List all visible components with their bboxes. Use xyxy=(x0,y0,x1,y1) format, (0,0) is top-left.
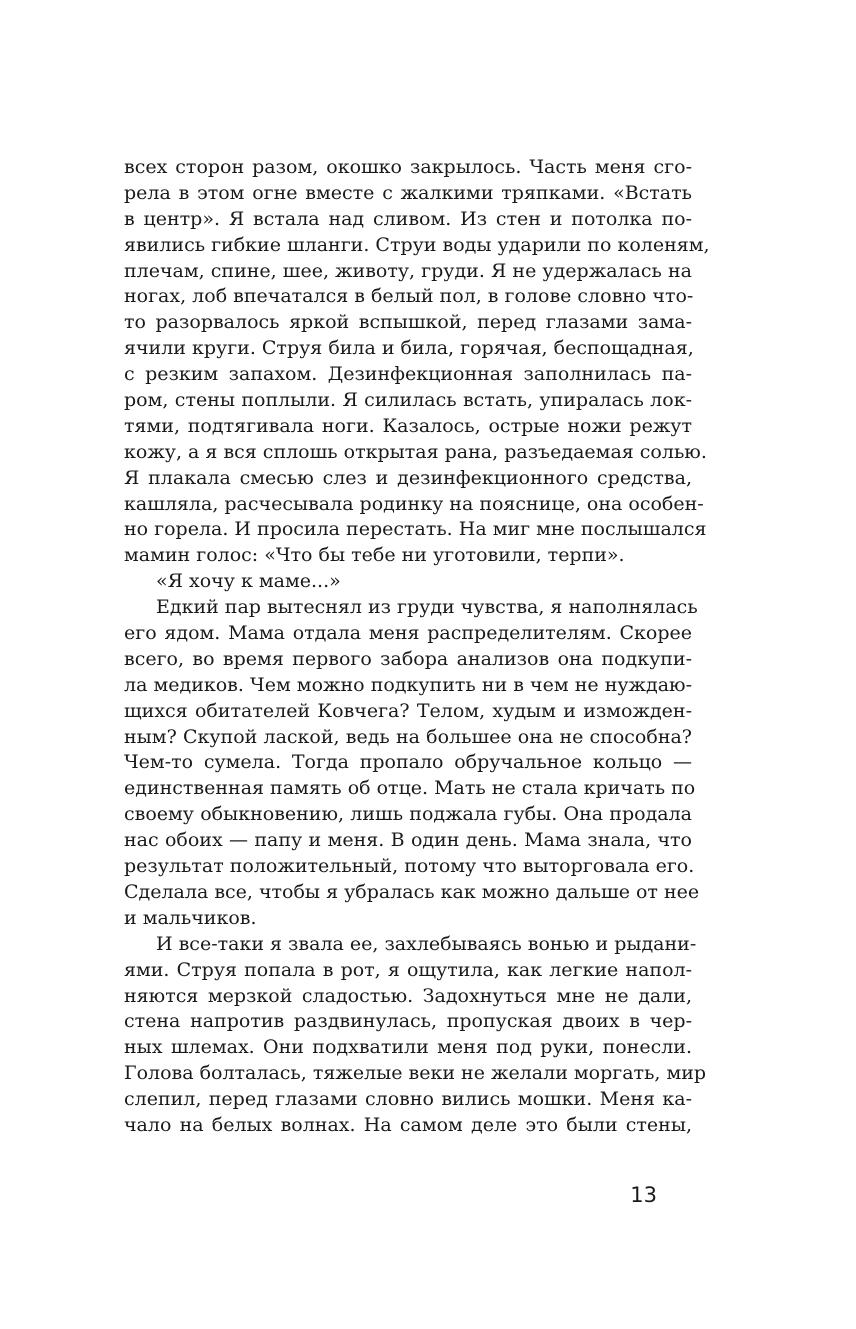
text-line: Чем-то сумела. Тогда пропало обручальное кольцо — xyxy=(124,751,692,774)
text-line: Я плакала смесью слез и дезинфекционного средства, xyxy=(124,466,692,489)
paragraph-start-line: «Я хочу к маме...» xyxy=(156,570,341,593)
text-line: ных шлемах. Они подхватили меня под руки, понесли. xyxy=(124,1036,692,1059)
text-line: щихся обитателей Ковчега? Телом, худым и изможден- xyxy=(124,699,692,722)
text-line: ячили круги. Струя била и била, горячая, беспощадная, xyxy=(124,337,694,360)
text-line: и мальчиков. xyxy=(124,906,257,929)
text-line: результат положительный, потому что выторговала его. xyxy=(124,855,695,878)
text-line: нас обоих — папу и меня. В один день. Мама знала, что xyxy=(124,829,692,852)
text-line: рела в этом огне вместе с жалкими тряпками. «Встать xyxy=(124,181,692,204)
text-line: слепил, перед глазами словно вились мошки. Меня ка- xyxy=(124,1088,692,1111)
text-line: ногах, лоб впечатался в белый пол, в голове словно что- xyxy=(124,285,694,308)
text-line: кожу, а я вся сплошь открытая рана, разъедаемая солью. xyxy=(124,440,707,463)
text-line: единственная память об отце. Мать не стала кричать по xyxy=(124,777,696,800)
text-line: ла медиков. Чем можно подкупить ни в чем не нуждаю- xyxy=(124,673,692,696)
paragraph-start-line: И все-таки я звала ее, захлебываясь вонью и рыдани- xyxy=(156,932,697,955)
paragraph-start-line: Едкий пар вытеснял из груди чувства, я наполнялась xyxy=(156,596,698,619)
text-line: ром, стены поплыли. Я силилась встать, упиралась лок- xyxy=(124,389,692,412)
page-number: 13 xyxy=(630,1183,657,1207)
text-line: мамин голос: «Что бы тебе ни уготовили, терпи». xyxy=(124,544,625,567)
text-line: ями. Струя попала в рот, я ощутила, как легкие напол- xyxy=(124,958,692,981)
text-line: явились гибкие шланги. Струи воды ударили по коленям, xyxy=(124,233,710,256)
text-line: кашляла, расчесывала родинку на пояснице, она особен- xyxy=(124,492,704,515)
body-text xyxy=(124,155,710,1139)
text-line: его ядом. Мама отдала меня распределителям. Скорее xyxy=(124,622,692,645)
text-line: стена напротив раздвинулась, пропуская двоих в чер- xyxy=(124,1010,692,1033)
text-line: своему обыкновению, лишь поджала губы. Она продала xyxy=(124,803,692,826)
text-line: Голова болталась, тяжелые веки не желали моргать, мир xyxy=(124,1062,707,1085)
text-line: всех сторон разом, окошко закрылось. Часть меня сго- xyxy=(124,156,692,178)
text-line: всего, во время первого забора анализов она подкупи- xyxy=(124,647,692,670)
text-line: чало на белых волнах. На самом деле это были стены, xyxy=(124,1113,692,1136)
text-line: но горела. И просила перестать. На миг мне послышался xyxy=(124,518,707,541)
text-line: ным? Скупой лаской, ведь на большее она не способна? xyxy=(124,725,692,748)
text-line: няются мерзкой сладостью. Задохнуться мне не дали, xyxy=(124,984,692,1007)
text-line: плечам, спине, шее, животу, груди. Я не удержалась на xyxy=(124,259,692,282)
text-line: с резким запахом. Дезинфекционная заполнилась па- xyxy=(124,363,692,386)
text-line: то разорвалось яркой вспышкой, перед глазами зама- xyxy=(124,311,692,334)
text-line: тями, подтягивала ноги. Казалось, острые ножи режут xyxy=(124,414,692,437)
text-line: в центр». Я встала над сливом. Из стен и потолка по- xyxy=(124,207,692,230)
text-line: Сделала все, чтобы я убралась как можно дальше от нее xyxy=(124,880,700,903)
